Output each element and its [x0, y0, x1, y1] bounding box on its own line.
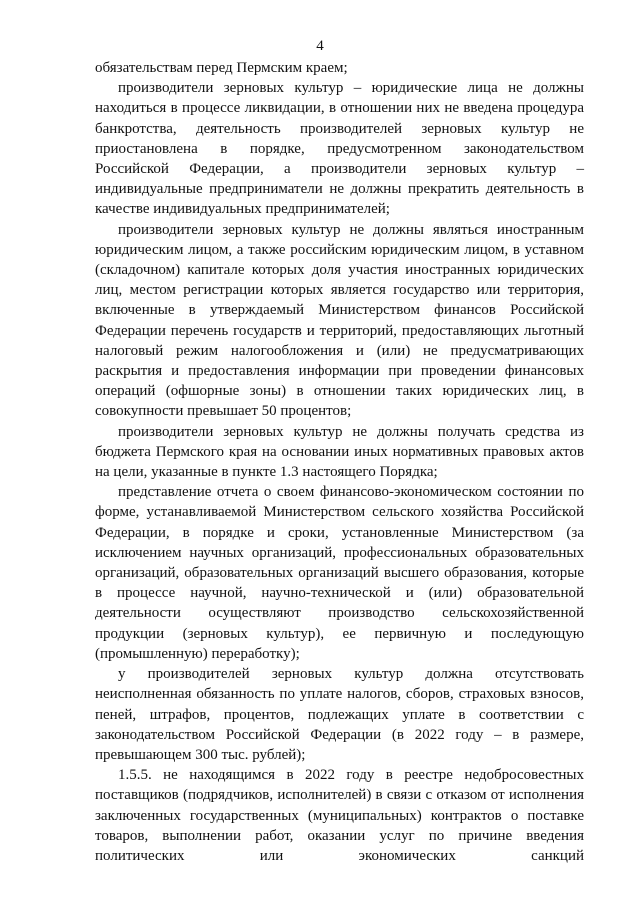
- paragraph-3: производители зерновых культур не должны являться иностранным юридическим лицом, а также российским юридическим лицом, в уставном (складочном) капитале которых доля участия иностранных юридических лиц, местом регистрации которых является государство или территория, включенные в утверждаемый Министерством финансов Российской Федерации перечень государств и территорий, предоставляющих льготный налоговый режим налогообложения и (или) не предусматривающих раскрытия и предоставления информации при проведении финансовых операций (офшорные зоны) в отношении таких юридических лиц, в совокупности превышает 50 процентов;: [95, 221, 584, 420]
- page-number: 4: [316, 38, 324, 54]
- paragraph-4: производители зерновых культур не должны получать средства из бюджета Пермского края на основании иных нормативных правовых актов на цели, указанные в пункте 1.3 настоящего Порядка;: [95, 423, 584, 481]
- paragraph-6: у производителей зерновых культур должна отсутствовать неисполненная обязанность по уплате налогов, сборов, страховых взносов, пеней, штрафов, процентов, подлежащих уплате в соответствии с законодательством Российской Федерации (в 2022 году – в размере, превышающем 300 тыс. рублей);: [95, 666, 584, 763]
- paragraph-5: представление отчета о своем финансово-экономическом состоянии по форме, устанавливаемой Министерством сельского хозяйства Российской Федерации, в порядке и сроки, установленные Министерством (за исключением научных организаций, профессиональных образовательных организаций, образовательных организаций высшего образования, которые в процессе научной, научно-технической и (или) образовательной деятельности осуществляют производство сельскохозяйственной продукции (зерновых культур), ее первичную и последующую (промышленную) переработку);: [95, 484, 584, 662]
- paragraph-7: 1.5.5. не находящимся в 2022 году в реестре недобросовестных поставщиков (подрядчиков, исполнителей) в связи с отказом от исполнения заключенных государственных (муниципальных) контрактов о поставке товаров, выполнении работ, оказании услуг по причине введения политических или экономических санкций: [95, 767, 584, 864]
- paragraph-1: обязательствам перед Пермским краем;: [95, 60, 348, 76]
- paragraph-2: производители зерновых культур – юридические лица не должны находиться в процессе ликвидации, в отношении них не введена процедура банкротства, деятельность производителей зерновых культур не приостановлена в порядке, предусмотренном законодательством Российской Федерации, а производители зерновых культур – индивидуальные предприниматели не должны прекратить деятельность в качестве индивидуальных предпринимателей;: [95, 80, 584, 218]
- document-body: [95, 58, 584, 866]
